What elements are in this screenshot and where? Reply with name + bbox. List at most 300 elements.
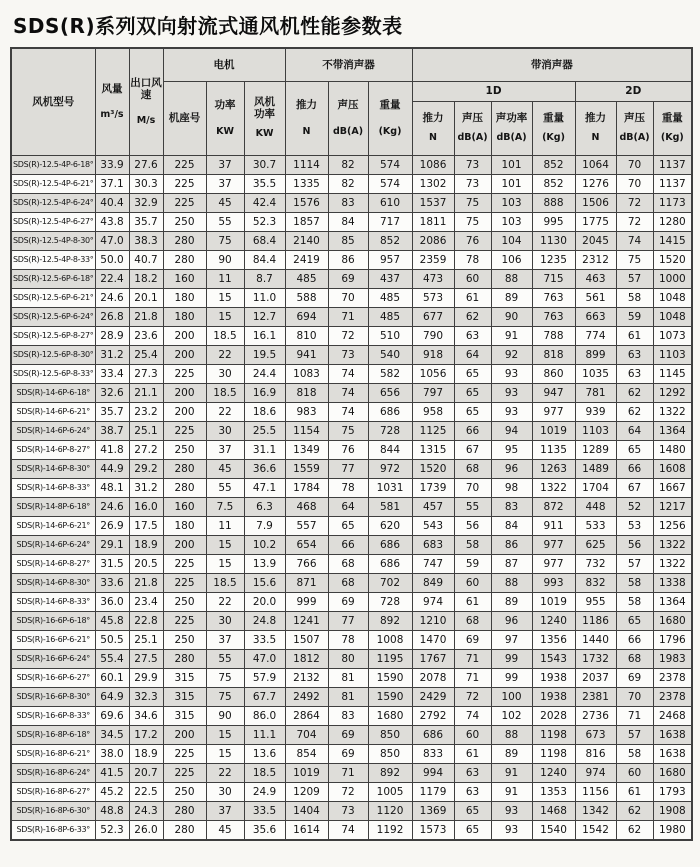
frame-cell: 280 bbox=[163, 801, 206, 820]
table-row bbox=[11, 231, 692, 250]
table-row bbox=[11, 421, 692, 440]
d1_thrust-cell: 683 bbox=[412, 535, 454, 554]
d1_swl-cell: 93 bbox=[491, 402, 532, 421]
d1_weight-cell: 977 bbox=[532, 535, 575, 554]
fan_power-cell: 47.0 bbox=[244, 649, 285, 668]
header-2d-weight: 重量 (Kg) bbox=[653, 101, 692, 155]
d1_spl-cell: 67 bbox=[454, 440, 491, 459]
header-ns-spl: 声压 dB(A) bbox=[328, 81, 368, 155]
velocity-cell: 26.0 bbox=[129, 820, 163, 840]
d2_spl-cell: 58 bbox=[616, 288, 653, 307]
velocity-cell: 32.3 bbox=[129, 687, 163, 706]
d2_weight-cell: 1322 bbox=[653, 402, 692, 421]
model-cell: SDS(R)-16-8P-6-24° bbox=[11, 763, 95, 782]
d1_weight-cell: 788 bbox=[532, 326, 575, 345]
d2_weight-cell: 2378 bbox=[653, 668, 692, 687]
model-cell: SDS(R)-14-8P-6-18° bbox=[11, 497, 95, 516]
d1_thrust-cell: 974 bbox=[412, 592, 454, 611]
table-row bbox=[11, 383, 692, 402]
table-body bbox=[11, 155, 692, 840]
d1_swl-cell: 91 bbox=[491, 326, 532, 345]
fan_power-cell: 16.9 bbox=[244, 383, 285, 402]
d1_spl-cell: 65 bbox=[454, 383, 491, 402]
fan_power-cell: 7.9 bbox=[244, 516, 285, 535]
thrust-cell: 941 bbox=[285, 345, 328, 364]
d1_weight-cell: 1240 bbox=[532, 763, 575, 782]
fan_power-cell: 24.8 bbox=[244, 611, 285, 630]
d2_spl-cell: 59 bbox=[616, 307, 653, 326]
d2_weight-cell: 1793 bbox=[653, 782, 692, 801]
power-cell: 45 bbox=[206, 459, 244, 478]
weight-cell: 686 bbox=[368, 554, 412, 573]
d2_spl-cell: 58 bbox=[616, 573, 653, 592]
d1_thrust-cell: 473 bbox=[412, 269, 454, 288]
frame-cell: 225 bbox=[163, 763, 206, 782]
velocity-cell: 18.2 bbox=[129, 269, 163, 288]
power-cell: 55 bbox=[206, 212, 244, 231]
thrust-cell: 1241 bbox=[285, 611, 328, 630]
airflow-cell: 24.6 bbox=[95, 288, 129, 307]
d1_swl-cell: 91 bbox=[491, 763, 532, 782]
d1_spl-cell: 76 bbox=[454, 231, 491, 250]
power-cell: 18.5 bbox=[206, 326, 244, 345]
thrust-cell: 1614 bbox=[285, 820, 328, 840]
model-cell: SDS(R)-16-8P-6-21° bbox=[11, 744, 95, 763]
fan_power-cell: 36.6 bbox=[244, 459, 285, 478]
model-cell: SDS(R)-16-8P-6-18° bbox=[11, 725, 95, 744]
d1_weight-cell: 1543 bbox=[532, 649, 575, 668]
d1_spl-cell: 65 bbox=[454, 402, 491, 421]
fan_power-cell: 8.7 bbox=[244, 269, 285, 288]
power-cell: 11 bbox=[206, 269, 244, 288]
d1_weight-cell: 911 bbox=[532, 516, 575, 535]
d2_thrust-cell: 1103 bbox=[575, 421, 616, 440]
d2_spl-cell: 62 bbox=[616, 383, 653, 402]
d1_swl-cell: 88 bbox=[491, 269, 532, 288]
header-airflow: 风量 m³/s bbox=[95, 48, 129, 155]
d1_swl-cell: 94 bbox=[491, 421, 532, 440]
d1_spl-cell: 70 bbox=[454, 478, 491, 497]
d1_thrust-cell: 1125 bbox=[412, 421, 454, 440]
velocity-cell: 22.5 bbox=[129, 782, 163, 801]
d2_weight-cell: 1638 bbox=[653, 744, 692, 763]
d1_thrust-cell: 918 bbox=[412, 345, 454, 364]
airflow-cell: 52.3 bbox=[95, 820, 129, 840]
frame-cell: 225 bbox=[163, 155, 206, 174]
d1_weight-cell: 1353 bbox=[532, 782, 575, 801]
table-row bbox=[11, 478, 692, 497]
table-row bbox=[11, 269, 692, 288]
table-row bbox=[11, 630, 692, 649]
d1_spl-cell: 61 bbox=[454, 288, 491, 307]
frame-cell: 180 bbox=[163, 307, 206, 326]
table-row bbox=[11, 459, 692, 478]
fan_power-cell: 25.5 bbox=[244, 421, 285, 440]
weight-cell: 1590 bbox=[368, 687, 412, 706]
d2_weight-cell: 1000 bbox=[653, 269, 692, 288]
velocity-cell: 20.7 bbox=[129, 763, 163, 782]
d1_thrust-cell: 2792 bbox=[412, 706, 454, 725]
header-outlet-velocity: 出口风速 M/s bbox=[129, 48, 163, 155]
spl-cell: 81 bbox=[328, 687, 368, 706]
d1_weight-cell: 1356 bbox=[532, 630, 575, 649]
velocity-cell: 20.1 bbox=[129, 288, 163, 307]
d2_spl-cell: 61 bbox=[616, 326, 653, 345]
frame-cell: 315 bbox=[163, 687, 206, 706]
d1_swl-cell: 86 bbox=[491, 535, 532, 554]
airflow-cell: 38.7 bbox=[95, 421, 129, 440]
d2_thrust-cell: 1064 bbox=[575, 155, 616, 174]
spl-cell: 78 bbox=[328, 478, 368, 497]
d1_swl-cell: 92 bbox=[491, 345, 532, 364]
table-row bbox=[11, 649, 692, 668]
d1_thrust-cell: 686 bbox=[412, 725, 454, 744]
d2_spl-cell: 65 bbox=[616, 440, 653, 459]
frame-cell: 200 bbox=[163, 535, 206, 554]
velocity-cell: 21.8 bbox=[129, 573, 163, 592]
d1_weight-cell: 763 bbox=[532, 307, 575, 326]
frame-cell: 200 bbox=[163, 725, 206, 744]
table-row bbox=[11, 535, 692, 554]
thrust-cell: 2132 bbox=[285, 668, 328, 687]
d1_weight-cell: 818 bbox=[532, 345, 575, 364]
d1_swl-cell: 95 bbox=[491, 440, 532, 459]
spl-cell: 68 bbox=[328, 554, 368, 573]
airflow-cell: 35.7 bbox=[95, 402, 129, 421]
fan_power-cell: 12.7 bbox=[244, 307, 285, 326]
frame-cell: 180 bbox=[163, 288, 206, 307]
power-cell: 22 bbox=[206, 763, 244, 782]
d2_spl-cell: 75 bbox=[616, 250, 653, 269]
d1_weight-cell: 1135 bbox=[532, 440, 575, 459]
weight-cell: 957 bbox=[368, 250, 412, 269]
d1_thrust-cell: 677 bbox=[412, 307, 454, 326]
spl-cell: 73 bbox=[328, 801, 368, 820]
d1_weight-cell: 1198 bbox=[532, 744, 575, 763]
thrust-cell: 654 bbox=[285, 535, 328, 554]
spl-cell: 85 bbox=[328, 231, 368, 250]
frame-cell: 225 bbox=[163, 744, 206, 763]
velocity-cell: 30.3 bbox=[129, 174, 163, 193]
model-cell: SDS(R)-14-6P-8-30° bbox=[11, 573, 95, 592]
frame-cell: 225 bbox=[163, 573, 206, 592]
spl-cell: 73 bbox=[328, 345, 368, 364]
thrust-cell: 999 bbox=[285, 592, 328, 611]
d1_swl-cell: 99 bbox=[491, 668, 532, 687]
model-cell: SDS(R)-12.5-4P-6-21° bbox=[11, 174, 95, 193]
d2_weight-cell: 1073 bbox=[653, 326, 692, 345]
power-cell: 11 bbox=[206, 516, 244, 535]
frame-cell: 225 bbox=[163, 554, 206, 573]
spl-cell: 83 bbox=[328, 193, 368, 212]
d1_thrust-cell: 1056 bbox=[412, 364, 454, 383]
table-row bbox=[11, 155, 692, 174]
d1_thrust-cell: 1179 bbox=[412, 782, 454, 801]
weight-cell: 574 bbox=[368, 174, 412, 193]
d2_weight-cell: 1983 bbox=[653, 649, 692, 668]
fan_power-cell: 18.6 bbox=[244, 402, 285, 421]
spl-cell: 72 bbox=[328, 326, 368, 345]
d2_weight-cell: 1338 bbox=[653, 573, 692, 592]
d1_spl-cell: 56 bbox=[454, 516, 491, 535]
d1_weight-cell: 1468 bbox=[532, 801, 575, 820]
header-2d-spl: 声压 dB(A) bbox=[616, 101, 653, 155]
fan_power-cell: 31.1 bbox=[244, 440, 285, 459]
thrust-cell: 1507 bbox=[285, 630, 328, 649]
weight-cell: 582 bbox=[368, 364, 412, 383]
fan_power-cell: 13.9 bbox=[244, 554, 285, 573]
model-cell: SDS(R)-14-6P-6-21° bbox=[11, 402, 95, 421]
model-cell: SDS(R)-12.5-4P-8-33° bbox=[11, 250, 95, 269]
d2_spl-cell: 58 bbox=[616, 592, 653, 611]
spl-cell: 64 bbox=[328, 497, 368, 516]
weight-cell: 510 bbox=[368, 326, 412, 345]
d1_swl-cell: 103 bbox=[491, 193, 532, 212]
velocity-cell: 23.6 bbox=[129, 326, 163, 345]
table-row bbox=[11, 744, 692, 763]
frame-cell: 280 bbox=[163, 820, 206, 840]
spl-cell: 69 bbox=[328, 592, 368, 611]
thrust-cell: 1576 bbox=[285, 193, 328, 212]
header-motor-group: 电机 bbox=[163, 48, 285, 81]
d2_thrust-cell: 448 bbox=[575, 497, 616, 516]
d2_thrust-cell: 533 bbox=[575, 516, 616, 535]
d2_spl-cell: 61 bbox=[616, 782, 653, 801]
d1_thrust-cell: 1302 bbox=[412, 174, 454, 193]
airflow-cell: 44.9 bbox=[95, 459, 129, 478]
d1_spl-cell: 68 bbox=[454, 611, 491, 630]
fan_power-cell: 15.6 bbox=[244, 573, 285, 592]
table-row bbox=[11, 440, 692, 459]
thrust-cell: 704 bbox=[285, 725, 328, 744]
d2_spl-cell: 57 bbox=[616, 269, 653, 288]
model-cell: SDS(R)-16-8P-6-27° bbox=[11, 782, 95, 801]
d1_thrust-cell: 849 bbox=[412, 573, 454, 592]
table-row bbox=[11, 250, 692, 269]
d1_weight-cell: 1130 bbox=[532, 231, 575, 250]
weight-cell: 485 bbox=[368, 288, 412, 307]
airflow-cell: 50.5 bbox=[95, 630, 129, 649]
spl-cell: 74 bbox=[328, 364, 368, 383]
d2_spl-cell: 62 bbox=[616, 402, 653, 421]
d1_weight-cell: 1263 bbox=[532, 459, 575, 478]
d2_weight-cell: 1280 bbox=[653, 212, 692, 231]
thrust-cell: 1209 bbox=[285, 782, 328, 801]
d2_thrust-cell: 673 bbox=[575, 725, 616, 744]
d1_spl-cell: 59 bbox=[454, 554, 491, 573]
table-row bbox=[11, 193, 692, 212]
velocity-cell: 21.8 bbox=[129, 307, 163, 326]
d1_spl-cell: 69 bbox=[454, 630, 491, 649]
power-cell: 30 bbox=[206, 782, 244, 801]
spl-cell: 76 bbox=[328, 440, 368, 459]
frame-cell: 280 bbox=[163, 478, 206, 497]
spl-cell: 74 bbox=[328, 820, 368, 840]
model-cell: SDS(R)-12.5-6P-6-18° bbox=[11, 269, 95, 288]
d1_thrust-cell: 958 bbox=[412, 402, 454, 421]
spl-cell: 72 bbox=[328, 782, 368, 801]
airflow-cell: 32.6 bbox=[95, 383, 129, 402]
table-row bbox=[11, 611, 692, 630]
model-cell: SDS(R)-14-6P-6-18° bbox=[11, 383, 95, 402]
header-1d-group: 1D bbox=[412, 81, 575, 101]
model-cell: SDS(R)-16-8P-6-33° bbox=[11, 820, 95, 840]
header-fan-power: 风机功率 KW bbox=[244, 81, 285, 155]
d2_thrust-cell: 1506 bbox=[575, 193, 616, 212]
d2_thrust-cell: 1732 bbox=[575, 649, 616, 668]
d1_weight-cell: 977 bbox=[532, 402, 575, 421]
velocity-cell: 25.4 bbox=[129, 345, 163, 364]
airflow-cell: 26.9 bbox=[95, 516, 129, 535]
power-cell: 90 bbox=[206, 250, 244, 269]
d2_weight-cell: 1217 bbox=[653, 497, 692, 516]
d1_thrust-cell: 573 bbox=[412, 288, 454, 307]
d1_weight-cell: 1240 bbox=[532, 611, 575, 630]
d2_weight-cell: 1480 bbox=[653, 440, 692, 459]
d2_weight-cell: 1364 bbox=[653, 421, 692, 440]
d2_thrust-cell: 1035 bbox=[575, 364, 616, 383]
d1_spl-cell: 72 bbox=[454, 687, 491, 706]
weight-cell: 656 bbox=[368, 383, 412, 402]
frame-cell: 280 bbox=[163, 649, 206, 668]
d1_weight-cell: 995 bbox=[532, 212, 575, 231]
power-cell: 18.5 bbox=[206, 573, 244, 592]
fan_power-cell: 13.6 bbox=[244, 744, 285, 763]
header-2d-thrust: 推力 N bbox=[575, 101, 616, 155]
d1_swl-cell: 104 bbox=[491, 231, 532, 250]
d1_thrust-cell: 1739 bbox=[412, 478, 454, 497]
velocity-cell: 25.1 bbox=[129, 630, 163, 649]
thrust-cell: 1114 bbox=[285, 155, 328, 174]
d1_swl-cell: 93 bbox=[491, 820, 532, 840]
d2_spl-cell: 69 bbox=[616, 668, 653, 687]
d1_thrust-cell: 833 bbox=[412, 744, 454, 763]
d2_thrust-cell: 832 bbox=[575, 573, 616, 592]
d2_spl-cell: 72 bbox=[616, 193, 653, 212]
d1_swl-cell: 96 bbox=[491, 611, 532, 630]
d2_spl-cell: 53 bbox=[616, 516, 653, 535]
model-cell: SDS(R)-12.5-4P-6-24° bbox=[11, 193, 95, 212]
d1_weight-cell: 1235 bbox=[532, 250, 575, 269]
d1_spl-cell: 75 bbox=[454, 212, 491, 231]
d1_weight-cell: 1019 bbox=[532, 592, 575, 611]
weight-cell: 1192 bbox=[368, 820, 412, 840]
airflow-cell: 41.5 bbox=[95, 763, 129, 782]
weight-cell: 1008 bbox=[368, 630, 412, 649]
airflow-cell: 36.0 bbox=[95, 592, 129, 611]
table-row bbox=[11, 573, 692, 592]
d1_thrust-cell: 1811 bbox=[412, 212, 454, 231]
velocity-cell: 25.1 bbox=[129, 421, 163, 440]
d1_weight-cell: 1938 bbox=[532, 687, 575, 706]
d1_thrust-cell: 1470 bbox=[412, 630, 454, 649]
fan_power-cell: 84.4 bbox=[244, 250, 285, 269]
spl-cell: 66 bbox=[328, 535, 368, 554]
model-cell: SDS(R)-14-6P-6-24° bbox=[11, 535, 95, 554]
airflow-cell: 31.5 bbox=[95, 554, 129, 573]
d1_swl-cell: 103 bbox=[491, 212, 532, 231]
d2_weight-cell: 1415 bbox=[653, 231, 692, 250]
d1_spl-cell: 74 bbox=[454, 706, 491, 725]
d2_spl-cell: 70 bbox=[616, 174, 653, 193]
frame-cell: 250 bbox=[163, 592, 206, 611]
table-row bbox=[11, 212, 692, 231]
fan_power-cell: 86.0 bbox=[244, 706, 285, 725]
spl-cell: 77 bbox=[328, 459, 368, 478]
power-cell: 15 bbox=[206, 554, 244, 573]
weight-cell: 1680 bbox=[368, 706, 412, 725]
d1_swl-cell: 93 bbox=[491, 383, 532, 402]
velocity-cell: 22.8 bbox=[129, 611, 163, 630]
d2_spl-cell: 62 bbox=[616, 820, 653, 840]
airflow-cell: 38.0 bbox=[95, 744, 129, 763]
d2_thrust-cell: 1440 bbox=[575, 630, 616, 649]
d1_weight-cell: 860 bbox=[532, 364, 575, 383]
airflow-cell: 34.5 bbox=[95, 725, 129, 744]
velocity-cell: 34.6 bbox=[129, 706, 163, 725]
spl-cell: 74 bbox=[328, 402, 368, 421]
airflow-cell: 50.0 bbox=[95, 250, 129, 269]
d1_spl-cell: 61 bbox=[454, 592, 491, 611]
power-cell: 37 bbox=[206, 630, 244, 649]
thrust-cell: 1404 bbox=[285, 801, 328, 820]
d1_swl-cell: 101 bbox=[491, 174, 532, 193]
fan_power-cell: 35.6 bbox=[244, 820, 285, 840]
weight-cell: 702 bbox=[368, 573, 412, 592]
d2_spl-cell: 63 bbox=[616, 345, 653, 364]
velocity-cell: 27.6 bbox=[129, 155, 163, 174]
d2_spl-cell: 68 bbox=[616, 649, 653, 668]
d2_weight-cell: 1796 bbox=[653, 630, 692, 649]
d2_spl-cell: 57 bbox=[616, 554, 653, 573]
d2_weight-cell: 1145 bbox=[653, 364, 692, 383]
d1_weight-cell: 1322 bbox=[532, 478, 575, 497]
weight-cell: 852 bbox=[368, 231, 412, 250]
d1_weight-cell: 993 bbox=[532, 573, 575, 592]
d1_swl-cell: 84 bbox=[491, 516, 532, 535]
d2_thrust-cell: 1489 bbox=[575, 459, 616, 478]
weight-cell: 728 bbox=[368, 421, 412, 440]
velocity-cell: 40.7 bbox=[129, 250, 163, 269]
frame-cell: 315 bbox=[163, 668, 206, 687]
frame-cell: 200 bbox=[163, 383, 206, 402]
thrust-cell: 557 bbox=[285, 516, 328, 535]
model-cell: SDS(R)-12.5-6P-8-33° bbox=[11, 364, 95, 383]
fan_power-cell: 30.7 bbox=[244, 155, 285, 174]
thrust-cell: 1784 bbox=[285, 478, 328, 497]
d1_thrust-cell: 2078 bbox=[412, 668, 454, 687]
fan_power-cell: 42.4 bbox=[244, 193, 285, 212]
airflow-cell: 40.4 bbox=[95, 193, 129, 212]
velocity-cell: 27.5 bbox=[129, 649, 163, 668]
d1_thrust-cell: 1369 bbox=[412, 801, 454, 820]
d1_thrust-cell: 1086 bbox=[412, 155, 454, 174]
power-cell: 22 bbox=[206, 592, 244, 611]
d1_thrust-cell: 1210 bbox=[412, 611, 454, 630]
d1_weight-cell: 977 bbox=[532, 554, 575, 573]
d1_thrust-cell: 1520 bbox=[412, 459, 454, 478]
d1_spl-cell: 73 bbox=[454, 174, 491, 193]
d2_thrust-cell: 1542 bbox=[575, 820, 616, 840]
d1_swl-cell: 97 bbox=[491, 630, 532, 649]
airflow-cell: 33.9 bbox=[95, 155, 129, 174]
d2_weight-cell: 1638 bbox=[653, 725, 692, 744]
d2_thrust-cell: 561 bbox=[575, 288, 616, 307]
d2_weight-cell: 1608 bbox=[653, 459, 692, 478]
airflow-cell: 33.4 bbox=[95, 364, 129, 383]
d1_swl-cell: 91 bbox=[491, 782, 532, 801]
table-row bbox=[11, 782, 692, 801]
